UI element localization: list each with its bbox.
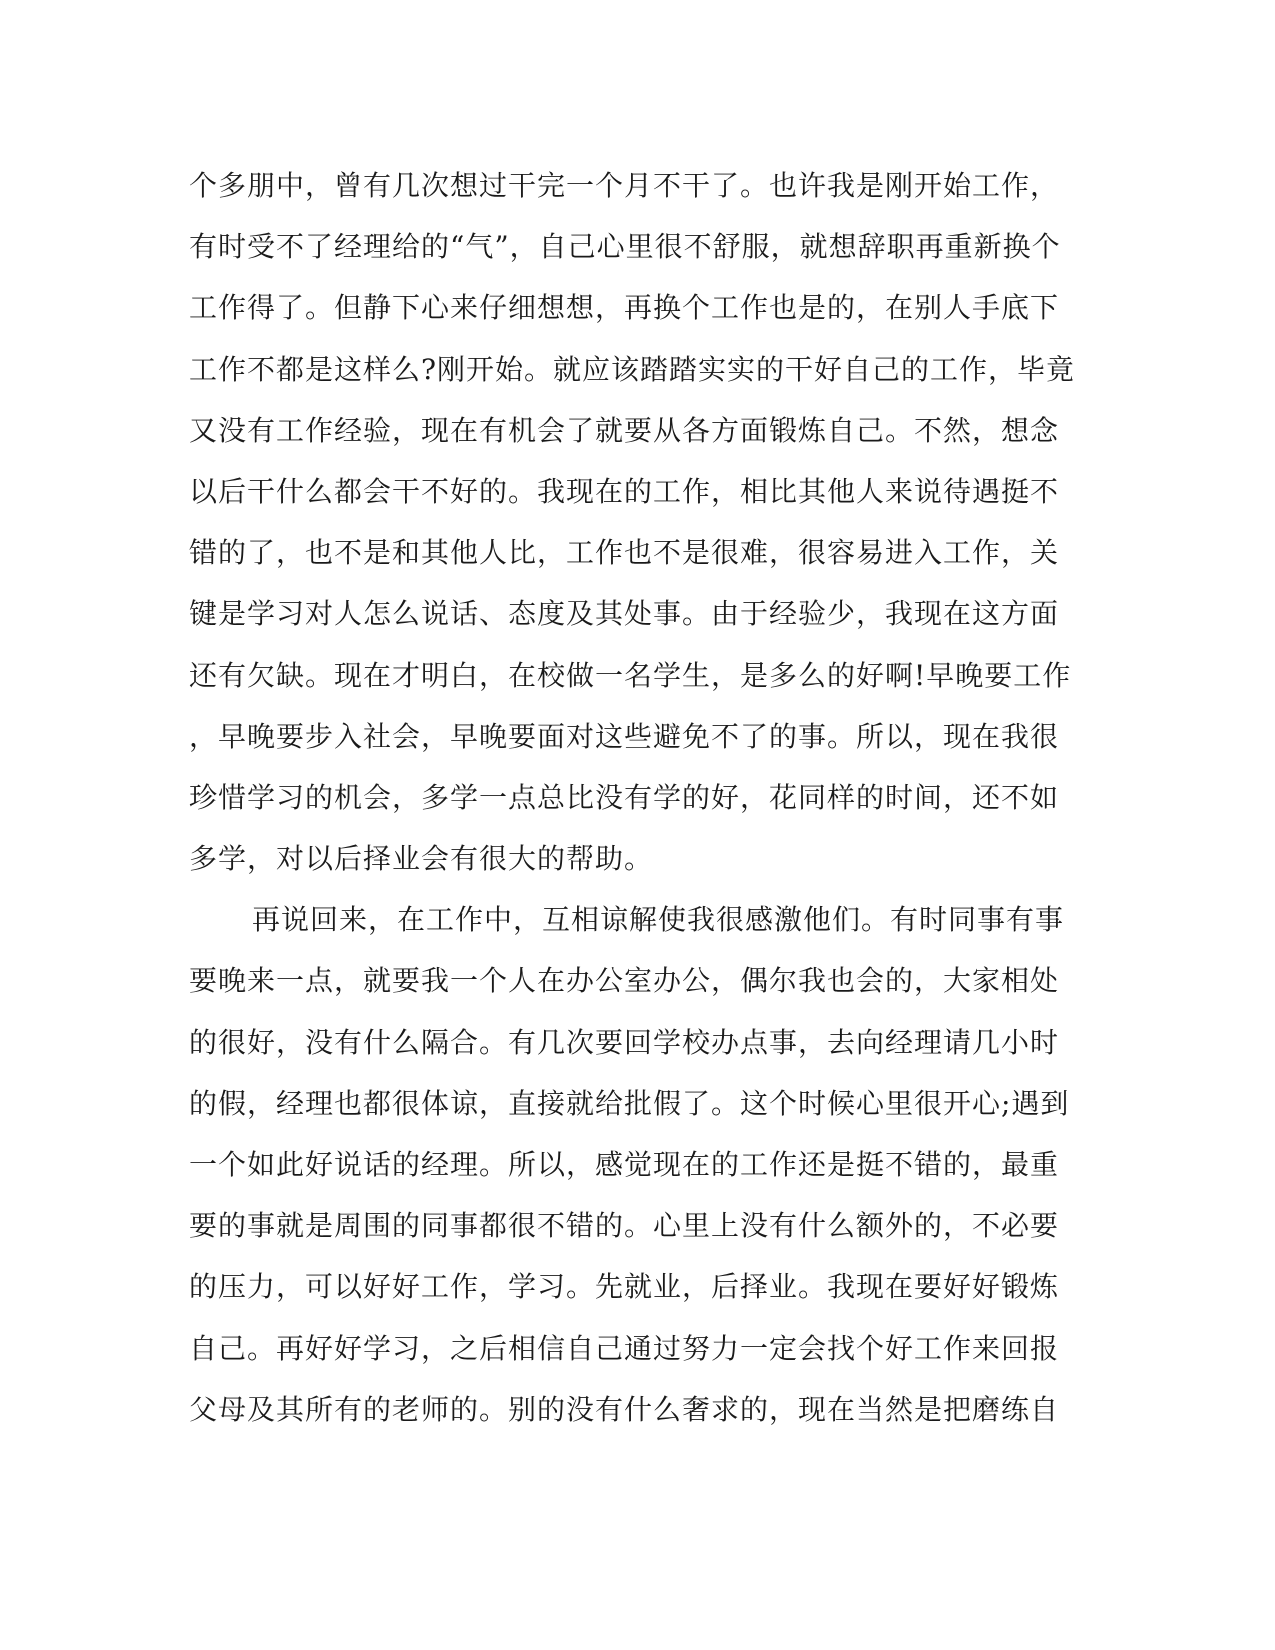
text-line: 要晚来一点，就要我一个人在办公室办公，偶尔我也会的，大家相处 xyxy=(189,964,1060,998)
text-line: ，早晚要步入社会，早晚要面对这些避免不了的事。所以，现在我很 xyxy=(189,719,1060,753)
text-line: 有时受不了经理给的“气”，自己心里很不舒服，就想辞职再重新换个 xyxy=(189,230,1061,264)
text-line: 错的了，也不是和其他人比，工作也不是很难，很容易进入工作，关 xyxy=(189,536,1060,570)
text-line: 一个如此好说话的经理。所以，感觉现在的工作还是挺不错的，最重 xyxy=(189,1148,1060,1181)
text-line: 的假，经理也都很体谅，直接就给批假了。这个时候心里很开心;遇到 xyxy=(189,1086,1070,1120)
text-line: 要的事就是周围的同事都很不错的。心里上没有什么额外的，不必要 xyxy=(189,1209,1060,1243)
text-line: 父母及其所有的老师的。别的没有什么奢求的，现在当然是把磨练自 xyxy=(189,1392,1060,1426)
body-text xyxy=(189,155,1089,1440)
text-line: 珍惜学习的机会，多学一点总比没有学的好，花同样的时间，还不如 xyxy=(189,780,1060,814)
text-line: 工作得了。但静下心来仔细想想，再换个工作也是的，在别人手底下 xyxy=(189,291,1060,325)
text-line: 还有欠缺。现在才明白，在校做一名学生，是多么的好啊!早晚要工作 xyxy=(189,658,1072,692)
text-line: 自己。再好好学习，之后相信自己通过努力一定会找个好工作来回报 xyxy=(189,1331,1060,1365)
paragraph-1 xyxy=(189,155,1089,889)
text-line: 个多朋中，曾有几次想过干完一个月不干了。也许我是刚开始工作， xyxy=(189,169,1060,202)
text-line: 以后干什么都会干不好的。我现在的工作，相比其他人来说待遇挺不 xyxy=(189,474,1060,508)
text-line: 的压力，可以好好工作，学习。先就业，后择业。我现在要好好锻炼 xyxy=(189,1270,1060,1304)
text-line: 再说回来，在工作中，互相谅解使我很感激他们。有时同事有事 xyxy=(252,903,1065,937)
text-line: 的很好，没有什么隔合。有几次要回学校办点事，去向经理请几小时 xyxy=(189,1025,1060,1059)
paragraph-2 xyxy=(189,889,1089,1440)
text-line: 键是学习对人怎么说话、态度及其处事。由于经验少，我现在这方面 xyxy=(189,597,1060,631)
text-line: 工作不都是这样么?刚开始。就应该踏踏实实的干好自己的工作，毕竟 xyxy=(189,352,1076,386)
text-line: 又没有工作经验，现在有机会了就要从各方面锻炼自己。不然，想念 xyxy=(189,413,1060,447)
text-line: 多学，对以后择业会有很大的帮助。 xyxy=(189,842,654,876)
